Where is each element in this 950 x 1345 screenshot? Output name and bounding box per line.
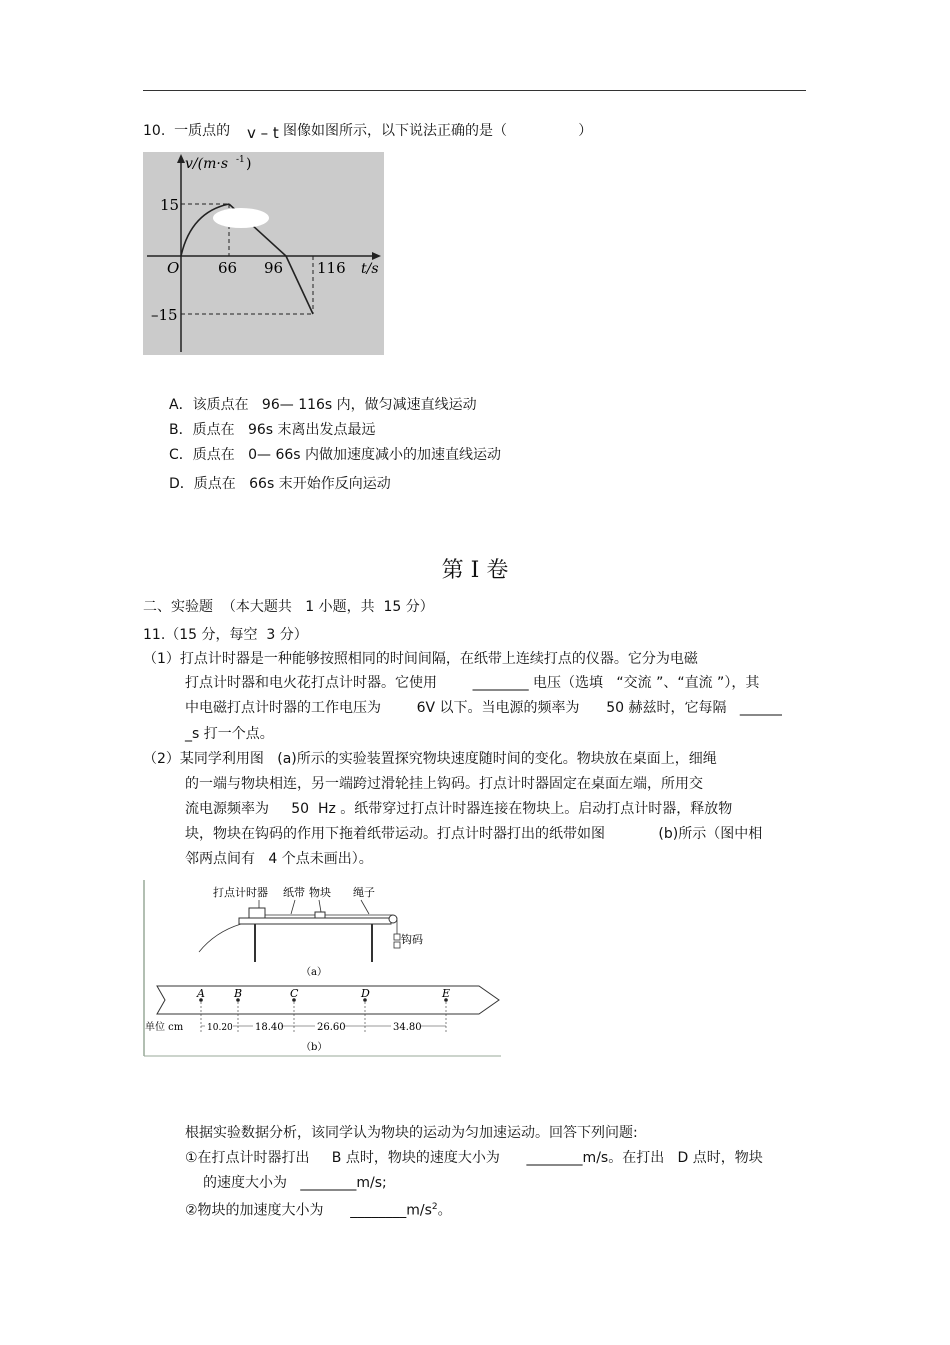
p2-line-5: 邻两点间有 4 个点未画出）。 [185, 851, 373, 867]
analysis-q2-sup: 2 [431, 1202, 438, 1212]
top-rule [143, 90, 806, 91]
tick-66: 66 [218, 259, 238, 277]
axis-t-label: t/s [361, 261, 379, 277]
axis-v-close: ) [246, 156, 252, 172]
q10-stem-a: 10. 一质点的 [143, 123, 231, 139]
axis-v-sup: -1 [236, 155, 245, 165]
p2-line-1: （2）某同学利用图 (a)所示的实验装置探究物块速度随时间的变化。物块放在桌面上，细绳 [143, 751, 717, 767]
experiment-figure [143, 880, 503, 1058]
point-label-b: B [234, 987, 243, 1000]
q10-stem-b: 图像如图所示，以下说法正确的是（ ） [283, 123, 593, 139]
p2-line-3: 流电源频率为 50 Hz 。纸带穿过打点计时器连接在物块上。启动打点计时器，释放物 [185, 801, 733, 817]
tick-neg15: –15 [151, 306, 178, 324]
p1-line-2: 打点计时器和电火花打点计时器。它使用 ________ 电压（选填 “交流 ”、“直流 ”），其 [185, 675, 760, 691]
vt-graph [143, 152, 384, 355]
q10-option-b: B．质点在 96s 末离出发点最远 [169, 422, 376, 438]
tick-15: 15 [160, 196, 180, 214]
p1-line-4: _s 打一个点。 [185, 726, 274, 742]
segment-de: 34.80 [393, 1022, 422, 1033]
analysis-intro: 根据实验数据分析，该同学认为物块的运动为匀加速运动。回答下列问题: [185, 1125, 638, 1141]
point-label-d: D [361, 987, 370, 1000]
p1-line-3: 中电磁打点计时器的工作电压为 6V 以下。当电源的频率为 50 赫兹时，它每隔 ______ [185, 700, 782, 716]
label-timer: 打点计时器 [213, 886, 268, 899]
analysis-q1-line-1: ①在打点计时器打出 B 点时，物块的速度大小为 ________m/s。在打出 D 点时，物块 [185, 1150, 763, 1166]
p1-line-1: （1）打点计时器是一种能够按照相同的时间间隔，在纸带上连续打点的仪器。它分为电磁 [143, 651, 698, 667]
label-block: 物块 [309, 886, 331, 899]
q10-option-c: C．质点在 0— 66s 内做加速度减小的加速直线运动 [169, 447, 502, 463]
segment-bc: 18.40 [255, 1022, 284, 1033]
tick-96: 96 [264, 259, 284, 277]
point-label-e: E [442, 987, 451, 1000]
caption-b: （b） [301, 1042, 328, 1053]
tick-116: 116 [317, 259, 346, 277]
unit-label: 单位 cm [145, 1022, 184, 1033]
label-weight: 钩码 [401, 933, 423, 946]
point-label-c: C [290, 987, 299, 1000]
point-label-a: A [197, 987, 205, 1000]
q11-heading: 11.（15 分，每空 3 分） [143, 627, 308, 643]
p2-line-2: 的一端与物块相连，另一端跨过滑轮挂上钩码。打点计时器固定在桌面左端，所用交 [185, 776, 703, 792]
label-tape: 纸带 [283, 886, 305, 899]
analysis-q2-text: ②物块的加速度大小为 ________m/s [185, 1202, 432, 1219]
q10-option-d: D．质点在 66s 末开始作反向运动 [169, 476, 391, 492]
segment-cd: 26.60 [317, 1022, 346, 1033]
q10-vt-symbol: v – t [247, 124, 279, 142]
section-title: 第 I 卷 [441, 558, 509, 583]
origin-label: O [167, 259, 180, 277]
axis-v-label: v/(m·s [185, 156, 228, 172]
section2-heading: 二、实验题 （本大题共 1 小题，共 15 分） [143, 599, 434, 615]
analysis-q2-period: 。 [437, 1202, 452, 1219]
segment-ab: 10.20 [207, 1023, 233, 1033]
caption-a: （a） [301, 967, 327, 978]
p2-line-4: 块，物块在钩码的作用下拖着纸带运动。打点计时器打出的纸带如图 (b)所示（图中相 [185, 826, 763, 842]
analysis-q2 [185, 1198, 452, 1220]
q10-option-a: A．该质点在 96— 116s 内，做匀减速直线运动 [169, 397, 477, 413]
analysis-q1-line-2: 的速度大小为 ________m/s; [203, 1175, 387, 1191]
label-rope: 绳子 [353, 886, 375, 899]
